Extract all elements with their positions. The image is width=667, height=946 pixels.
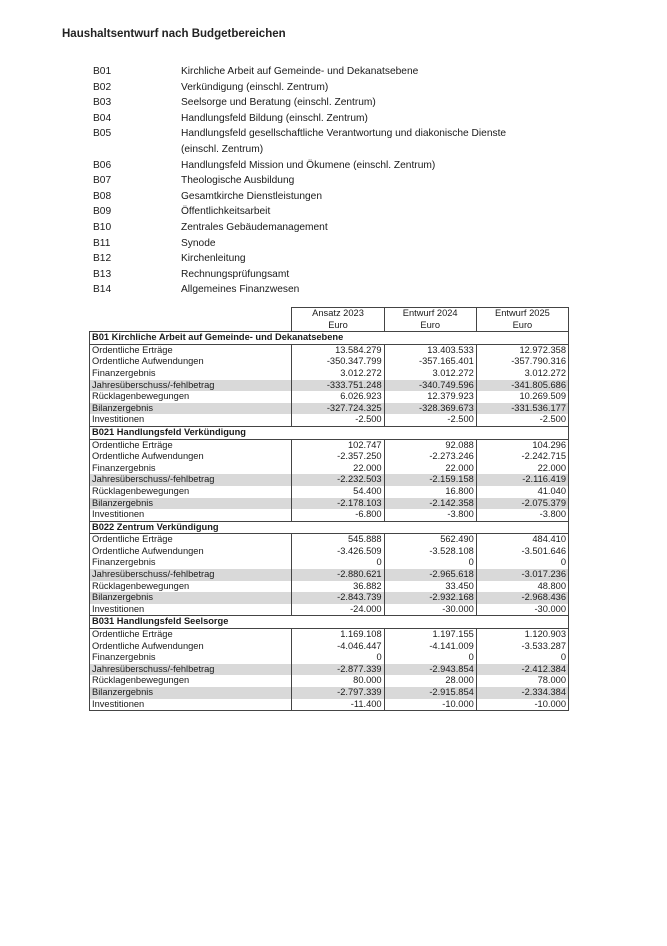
row-value: -3.800 [384, 509, 476, 521]
row-value: 22.000 [292, 463, 384, 475]
row-value: -2.877.339 [292, 664, 384, 676]
row-value: -2.412.384 [476, 664, 568, 676]
area-row [93, 64, 573, 80]
area-row [93, 189, 573, 205]
row-value: 102.747 [292, 439, 384, 451]
table-row [90, 699, 569, 711]
row-value: -24.000 [292, 604, 384, 616]
row-value: 22.000 [476, 463, 568, 475]
row-value: 48.800 [476, 581, 568, 593]
row-value: -357.165.401 [384, 356, 476, 368]
header-blank-cell [90, 308, 292, 320]
area-name: Synode [181, 237, 216, 249]
table-row [90, 439, 569, 451]
row-value: 0 [476, 557, 568, 569]
area-row [93, 220, 573, 236]
area-name: Handlungsfeld Bildung (einschl. Zentrum) [181, 112, 368, 124]
row-label: Investitionen [90, 414, 292, 426]
row-value: -2.357.250 [292, 451, 384, 463]
row-value: 6.026.923 [292, 391, 384, 403]
table-row [90, 546, 569, 558]
area-name: Kirchliche Arbeit auf Gemeinde- und Dekanatsebene [181, 66, 419, 77]
row-value: -2.843.739 [292, 592, 384, 604]
area-name: Handlungsfeld Mission und Ökumene (einschl. Zentrum) [181, 159, 436, 171]
row-value: -2.159.158 [384, 474, 476, 486]
row-value: -11.400 [292, 699, 384, 711]
row-value: -2.880.621 [292, 569, 384, 581]
area-code: B09 [93, 206, 112, 218]
row-value: -2.242.715 [476, 451, 568, 463]
area-code: B10 [93, 221, 112, 233]
row-value: 104.296 [476, 439, 568, 451]
area-row [93, 236, 573, 252]
area-code: B08 [93, 190, 112, 202]
row-label: Rücklagenbewegungen [90, 391, 292, 403]
row-value: 3.012.272 [476, 368, 568, 380]
row-value: 12.379.923 [384, 391, 476, 403]
area-row [93, 126, 573, 142]
row-label: Finanzergebnis [90, 557, 292, 569]
row-value: 41.040 [476, 486, 568, 498]
table-row [90, 629, 569, 641]
row-value: -2.500 [476, 414, 568, 426]
row-value: 36.882 [292, 581, 384, 593]
row-value: -3.800 [476, 509, 568, 521]
row-value: -2.075.379 [476, 498, 568, 510]
table-row [90, 474, 569, 486]
section-title: B021 Handlungsfeld Verkündigung [90, 426, 569, 439]
row-value: 33.450 [384, 581, 476, 593]
row-value: 13.584.279 [292, 344, 384, 356]
row-value: -10.000 [384, 699, 476, 711]
row-value: 0 [292, 557, 384, 569]
row-label: Ordentliche Aufwendungen [90, 451, 292, 463]
row-value: -3.501.646 [476, 546, 568, 558]
area-row [93, 251, 573, 267]
area-name-continued: (einschl. Zentrum) [181, 143, 264, 155]
section-header-row [90, 521, 569, 534]
area-name: Gesamtkirche Dienstleistungen [181, 190, 322, 202]
row-value: -4.046.447 [292, 641, 384, 653]
section-title: B01 Kirchliche Arbeit auf Gemeinde- und Dekanatsebene [90, 332, 569, 345]
area-name: Handlungsfeld gesellschaftliche Verantwortung und diakonische Dienste [181, 128, 507, 140]
table-unit-row [90, 320, 569, 332]
area-name: Rechnungsprüfungsamt [181, 268, 290, 280]
row-value: 484.410 [476, 534, 568, 546]
row-value: -331.536.177 [476, 403, 568, 415]
row-label: Investitionen [90, 509, 292, 521]
row-label: Rücklagenbewegungen [90, 675, 292, 687]
row-value: -2.142.358 [384, 498, 476, 510]
column-unit: Euro [292, 320, 384, 332]
section-title: B031 Handlungsfeld Seelsorge [90, 616, 569, 629]
row-label: Ordentliche Aufwendungen [90, 641, 292, 653]
row-label: Ordentliche Aufwendungen [90, 546, 292, 558]
row-value: -2.797.339 [292, 687, 384, 699]
section-header-row [90, 426, 569, 439]
row-value: -341.805.686 [476, 380, 568, 392]
row-value: -6.800 [292, 509, 384, 521]
row-value: -3.528.108 [384, 546, 476, 558]
table-row [90, 581, 569, 593]
row-label: Bilanzergebnis [90, 592, 292, 604]
row-value: -3.533.287 [476, 641, 568, 653]
row-value: 92.088 [384, 439, 476, 451]
page-title: Haushaltsentwurf nach Budgetbereichen [62, 28, 286, 40]
row-value: 28.000 [384, 675, 476, 687]
area-row-continued [93, 142, 573, 158]
row-label: Bilanzergebnis [90, 498, 292, 510]
table-row [90, 509, 569, 521]
row-label: Investitionen [90, 699, 292, 711]
row-label: Jahresüberschuss/-fehlbetrag [90, 380, 292, 392]
row-value: 22.000 [384, 463, 476, 475]
row-value: 0 [384, 557, 476, 569]
row-value: -2.943.854 [384, 664, 476, 676]
area-code: B11 [93, 237, 111, 249]
row-value: -2.500 [292, 414, 384, 426]
area-row [93, 173, 573, 189]
area-name: Öffentlichkeitsarbeit [181, 206, 271, 218]
column-header: Entwurf 2024 [384, 308, 476, 320]
row-value: -2.178.103 [292, 498, 384, 510]
row-value: -357.790.316 [476, 356, 568, 368]
row-value: -2.932.168 [384, 592, 476, 604]
area-code: B06 [93, 159, 112, 171]
row-value: -3.017.236 [476, 569, 568, 581]
area-name: Seelsorge und Beratung (einschl. Zentrum) [181, 97, 376, 109]
row-label: Ordentliche Erträge [90, 344, 292, 356]
row-value: -30.000 [476, 604, 568, 616]
row-value: -2.968.436 [476, 592, 568, 604]
row-label: Bilanzergebnis [90, 687, 292, 699]
table-row [90, 414, 569, 426]
section-header-row [90, 332, 569, 345]
area-row [93, 267, 573, 283]
table-row [90, 368, 569, 380]
row-value: -2.273.246 [384, 451, 476, 463]
row-value: 80.000 [292, 675, 384, 687]
row-label: Ordentliche Aufwendungen [90, 356, 292, 368]
row-value: 16.800 [384, 486, 476, 498]
area-code: B07 [93, 175, 112, 187]
row-value: -2.232.503 [292, 474, 384, 486]
table-row [90, 641, 569, 653]
table-row [90, 664, 569, 676]
table-row [90, 604, 569, 616]
row-value: -333.751.248 [292, 380, 384, 392]
row-label: Finanzergebnis [90, 463, 292, 475]
area-row [93, 158, 573, 174]
row-value: 0 [384, 652, 476, 664]
row-value: -10.000 [476, 699, 568, 711]
table-row [90, 569, 569, 581]
table-row [90, 356, 569, 368]
row-value: 13.403.533 [384, 344, 476, 356]
area-code: B14 [93, 284, 112, 296]
row-value: 3.012.272 [384, 368, 476, 380]
row-value: -350.347.799 [292, 356, 384, 368]
row-value: 54.400 [292, 486, 384, 498]
column-unit: Euro [384, 320, 476, 332]
area-row [93, 80, 573, 96]
row-value: 1.169.108 [292, 629, 384, 641]
row-value: 545.888 [292, 534, 384, 546]
row-value: 1.120.903 [476, 629, 568, 641]
row-value: -2.965.618 [384, 569, 476, 581]
area-name: Theologische Ausbildung [181, 175, 295, 187]
area-name: Allgemeines Finanzwesen [181, 284, 300, 296]
row-value: 0 [292, 652, 384, 664]
area-code: B01 [93, 66, 112, 77]
table-row [90, 652, 569, 664]
column-unit: Euro [476, 320, 568, 332]
row-label: Finanzergebnis [90, 652, 292, 664]
area-code: B04 [93, 112, 112, 124]
row-value: 562.490 [384, 534, 476, 546]
column-header: Ansatz 2023 [292, 308, 384, 320]
row-label: Jahresüberschuss/-fehlbetrag [90, 664, 292, 676]
table-row [90, 592, 569, 604]
table-row [90, 451, 569, 463]
table-header-row [90, 308, 569, 320]
area-row [93, 95, 573, 111]
row-value: -340.749.596 [384, 380, 476, 392]
row-label: Ordentliche Erträge [90, 439, 292, 451]
row-value: -2.116.419 [476, 474, 568, 486]
area-code: B13 [93, 268, 112, 280]
row-value: 78.000 [476, 675, 568, 687]
area-row [93, 282, 573, 298]
row-value: 12.972.358 [476, 344, 568, 356]
area-name: Verkündigung (einschl. Zentrum) [181, 81, 329, 93]
area-row [93, 204, 573, 220]
row-value: -2.334.384 [476, 687, 568, 699]
row-label: Ordentliche Erträge [90, 534, 292, 546]
row-label: Rücklagenbewegungen [90, 486, 292, 498]
row-label: Jahresüberschuss/-fehlbetrag [90, 569, 292, 581]
table-row [90, 687, 569, 699]
row-label: Bilanzergebnis [90, 403, 292, 415]
column-header: Entwurf 2025 [476, 308, 568, 320]
row-value: -327.724.325 [292, 403, 384, 415]
table-row [90, 486, 569, 498]
area-row [93, 111, 573, 127]
budget-area-list [93, 64, 573, 298]
row-value: -30.000 [384, 604, 476, 616]
table-row [90, 534, 569, 546]
row-value: 0 [476, 652, 568, 664]
area-code: B03 [93, 97, 112, 109]
area-name: Zentrales Gebäudemanagement [181, 221, 328, 233]
area-code: B05 [93, 128, 112, 140]
row-value: 1.197.155 [384, 629, 476, 641]
table-row [90, 463, 569, 475]
row-value: -4.141.009 [384, 641, 476, 653]
table-row [90, 380, 569, 392]
row-label: Ordentliche Erträge [90, 629, 292, 641]
area-code: B02 [93, 81, 112, 93]
table-row [90, 391, 569, 403]
row-value: -2.500 [384, 414, 476, 426]
row-value: -3.426.509 [292, 546, 384, 558]
table-row [90, 403, 569, 415]
section-title: B022 Zentrum Verkündigung [90, 521, 569, 534]
header-blank-cell [90, 320, 292, 332]
row-label: Investitionen [90, 604, 292, 616]
row-value: -2.915.854 [384, 687, 476, 699]
area-code-empty [93, 142, 181, 158]
area-code: B12 [93, 253, 112, 265]
area-name: Kirchenleitung [181, 253, 246, 265]
budget-table [89, 307, 569, 711]
row-label: Jahresüberschuss/-fehlbetrag [90, 474, 292, 486]
row-label: Finanzergebnis [90, 368, 292, 380]
section-header-row [90, 616, 569, 629]
row-label: Rücklagenbewegungen [90, 581, 292, 593]
row-value: -328.369.673 [384, 403, 476, 415]
table-row [90, 498, 569, 510]
row-value: 3.012.272 [292, 368, 384, 380]
table-row [90, 557, 569, 569]
table-row [90, 344, 569, 356]
table-row [90, 675, 569, 687]
row-value: 10.269.509 [476, 391, 568, 403]
